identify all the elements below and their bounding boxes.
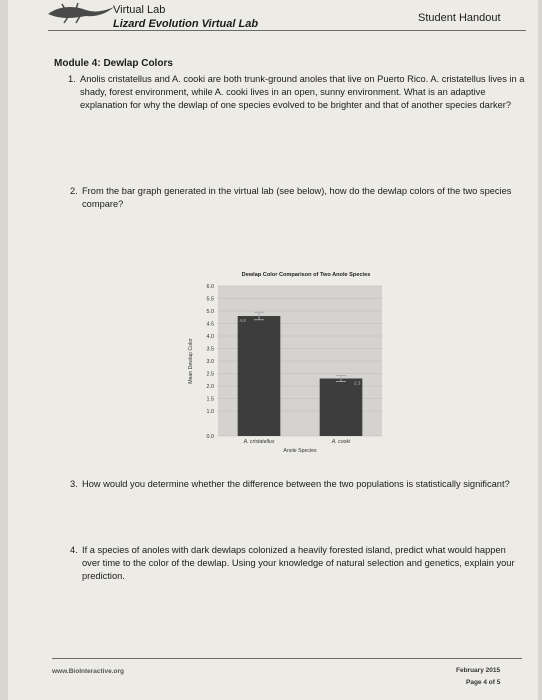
- question-number: 3.: [70, 479, 78, 489]
- y-tick-label: 3.5: [206, 346, 214, 353]
- x-tick-label: A. cristatellus: [243, 439, 275, 445]
- footer-website: www.BioInteractive.org: [52, 668, 124, 675]
- question-text: From the bar graph generated in the virtual lab (see below), how do the dewlap colors of the two species compare?: [82, 186, 512, 209]
- dewlap-bar-chart: [160, 262, 390, 462]
- y-tick-label: 2.5: [206, 371, 214, 378]
- data-label: 4.8: [239, 318, 246, 323]
- header-doc-type: Student Handout: [418, 12, 501, 24]
- module-title: Module 4: Dewlap Colors: [54, 58, 173, 69]
- y-tick-label: 4.5: [206, 321, 214, 328]
- x-tick-label: A. cooki: [331, 439, 351, 445]
- y-tick-label: 1.0: [206, 409, 214, 415]
- y-tick-label: 6.0: [206, 284, 214, 290]
- question-number: 1.: [68, 74, 76, 84]
- header-divider: [48, 30, 526, 31]
- question-number: 4.: [70, 545, 78, 555]
- header-title: Virtual Lab: [113, 4, 166, 16]
- question-text: Anolis cristatellus and A. cooki are both trunk-ground anoles that live on Puerto Rico. A. cristatellus lives in a shady, forest environment, while A. cooki lives in an open, sunny environment. What is an adaptive explanation for why the dewlap of one species evolved to be brighter and that of another species darker?: [80, 74, 525, 110]
- data-label: 2.3: [354, 380, 361, 386]
- lizard-logo-icon: [46, 2, 116, 24]
- y-tick-label: 4.0: [206, 334, 214, 340]
- y-tick-label: 2.0: [206, 384, 214, 390]
- y-tick-label: 3.0: [206, 359, 214, 365]
- question-4: [70, 544, 518, 583]
- chart-title: Dewlap Color Comparison of Two Anole Species: [241, 272, 371, 278]
- footer-divider: [52, 658, 522, 659]
- question-1: [68, 73, 526, 112]
- x-axis-label: Anole Species: [283, 448, 317, 454]
- y-tick-label: 5.5: [206, 296, 214, 303]
- handout-page: [8, 0, 538, 700]
- question-number: 2.: [70, 186, 78, 196]
- question-text: How would you determine whether the difference between the two populations is statistically significant?: [82, 479, 510, 489]
- y-tick-label: 1.5: [206, 396, 214, 403]
- bar-2: [320, 379, 363, 437]
- y-axis-label: Mean Dewlap Color: [188, 338, 194, 384]
- question-3: [70, 478, 518, 491]
- bar-1: [238, 316, 281, 436]
- y-tick-label: 0.0: [206, 434, 214, 440]
- header-subtitle: Lizard Evolution Virtual Lab: [113, 18, 259, 30]
- y-tick-label: 5.0: [206, 309, 214, 315]
- footer-date: February 2015: [456, 667, 501, 674]
- question-text: If a species of anoles with dark dewlaps colonized a heavily forested island, predict what would happen over time to the color of the dewlap. Using your knowledge of natural selection and genetics, explain your prediction.: [82, 545, 515, 581]
- question-2: [70, 185, 518, 211]
- footer-page-number: Page 4 of 5: [466, 679, 501, 686]
